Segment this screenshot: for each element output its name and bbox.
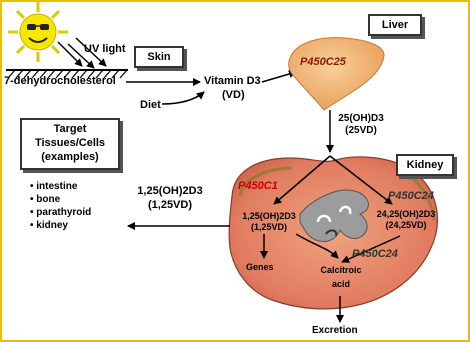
oh2-d3-inner-label: 1,25(OH)2D3 <box>242 211 296 221</box>
acid-label: acid <box>331 279 350 289</box>
vd25-label: (25VD) <box>345 125 377 136</box>
skin-label: Skin <box>134 46 184 68</box>
liver-shape <box>289 38 384 110</box>
oh24-d3-label: 24,25(OH)2D3 <box>376 209 436 219</box>
dehydrocholesterol-label: 7-dehydrocholesterol <box>4 75 116 87</box>
vd-label: (VD) <box>222 89 245 101</box>
p450c25-enzyme: P450C25 <box>300 56 346 68</box>
target-item: • parathyroid <box>30 207 92 218</box>
excretion-label: Excretion <box>312 325 358 336</box>
vd125-outer-label: (1,25VD) <box>147 199 193 211</box>
arrow-vd-to-liver <box>262 72 296 82</box>
kidney-label: Kidney <box>396 154 454 176</box>
liver-label: Liver <box>368 14 422 36</box>
p450c24-enzyme-bottom: P450C24 <box>352 248 398 260</box>
calcitroic-label: Calcitroic <box>320 265 362 275</box>
vd125-inner-label: (1,25VD) <box>250 222 287 232</box>
target-item: • kidney <box>30 220 68 231</box>
target-tissue-list <box>30 180 91 232</box>
oh2-d3-outer-label: 1,25(OH)2D3 <box>137 185 203 197</box>
target-item: • intestine <box>30 181 78 192</box>
diet-label: Diet <box>140 99 161 111</box>
p450c1-enzyme: P450C1 <box>238 180 278 192</box>
uv-light-label: UV light <box>84 43 126 55</box>
target-tissues-title: Target Tissues/Cells (examples) <box>20 118 120 170</box>
arrow-diet-to-vd <box>162 92 204 104</box>
genes-label: Genes <box>246 262 274 272</box>
sun-icon <box>8 2 68 62</box>
target-item: • bone <box>30 194 61 205</box>
p450c24-enzyme-top: P450C24 <box>388 190 434 202</box>
vd2425-label: (24,25VD) <box>385 220 427 230</box>
oh-d3-label: 25(OH)D3 <box>338 113 384 124</box>
vitamin-d3-label: Vitamin D3 <box>204 75 261 87</box>
